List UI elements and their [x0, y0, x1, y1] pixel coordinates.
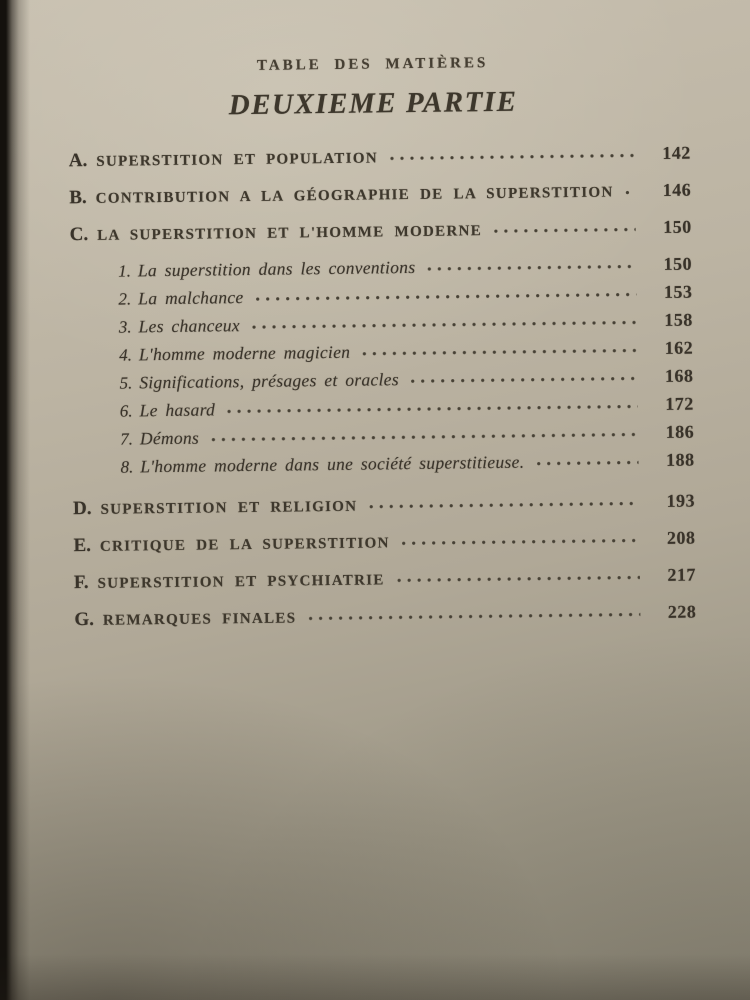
entry-title: REMARQUES FINALES	[102, 610, 297, 629]
dot-leader	[397, 575, 640, 583]
toc-subentry	[119, 338, 693, 366]
dot-leader	[390, 153, 635, 161]
entry-title: SUPERSTITION ET POPULATION	[96, 150, 379, 170]
page-bottom-shadow	[0, 954, 750, 1000]
entry-title: L'homme moderne dans une société superstitieuse.	[140, 451, 525, 477]
entry-page-number: 158	[664, 309, 693, 330]
entry-page-number: 168	[664, 365, 694, 386]
entry-label: 6.	[119, 401, 133, 421]
entry-page-number: 172	[665, 393, 694, 414]
entry-page-number: 193	[666, 490, 696, 511]
entry-label: 8.	[120, 457, 134, 477]
toc-subentry	[118, 254, 692, 282]
entry-title: CONTRIBUTION A LA GÉOGRAPHIE DE LA SUPERSTITION	[95, 184, 614, 207]
dot-leader	[427, 264, 636, 272]
toc-entry	[73, 491, 695, 521]
toc-entry	[69, 180, 691, 210]
toc-entry	[69, 143, 691, 173]
entry-title: CRITIQUE DE LA SUPERSTITION	[99, 535, 390, 555]
entry-label: B.	[69, 186, 87, 209]
entry-label: 3.	[118, 317, 132, 337]
dot-leader	[255, 292, 636, 302]
toc-entry	[73, 528, 695, 558]
entry-label: 4.	[119, 345, 133, 365]
toc-entry	[70, 217, 692, 247]
entry-page-number: 146	[662, 179, 692, 200]
entry-title: LA SUPERSTITION ET L'HOMME MODERNE	[97, 223, 483, 244]
entry-label: E.	[73, 534, 92, 557]
entry-label: 2.	[118, 289, 132, 309]
entry-title: La malchance	[138, 287, 244, 309]
entry-title: Le hasard	[139, 399, 216, 421]
entry-page-number: 150	[663, 216, 692, 237]
entry-label: 7.	[120, 429, 134, 449]
entry-page-number: 186	[665, 421, 695, 442]
dot-leader	[308, 612, 640, 621]
entry-page-number: 228	[667, 601, 697, 622]
entry-title: Significations, présages et oracles	[139, 369, 399, 393]
toc-list	[0, 142, 750, 632]
toc-subentry	[120, 394, 694, 422]
toc-subentry	[118, 282, 692, 310]
entry-page-number: 142	[662, 142, 691, 163]
entry-page-number: 217	[667, 564, 697, 585]
dot-leader	[369, 501, 639, 509]
entry-title: SUPERSTITION ET PSYCHIATRIE	[97, 572, 385, 592]
dot-leader	[411, 376, 638, 384]
entry-label: G.	[74, 608, 95, 631]
entry-title: L'homme moderne magicien	[138, 341, 351, 365]
entry-label: D.	[72, 497, 92, 520]
dot-leader	[252, 320, 637, 330]
entry-title: La superstition dans les conventions	[137, 256, 416, 281]
entry-title: Démons	[139, 427, 200, 449]
toc-subentry	[120, 422, 694, 450]
toc-subentry	[119, 366, 693, 394]
entry-label: 1.	[118, 261, 132, 281]
entry-label: C.	[69, 223, 89, 246]
entry-title: SUPERSTITION ET RELIGION	[100, 498, 358, 518]
entry-page-number: 208	[666, 527, 696, 548]
entry-page-number: 188	[665, 449, 695, 470]
dot-leader	[402, 538, 640, 546]
toc-entry	[74, 602, 696, 632]
dot-leader	[536, 460, 638, 466]
entry-label: 5.	[119, 373, 133, 393]
entry-page-number: 153	[663, 281, 693, 302]
toc-entry	[74, 565, 696, 595]
page-left-edge-shadow	[0, 0, 30, 1000]
part-title: DEUXIEME PARTIE	[228, 85, 518, 122]
dot-leader	[626, 190, 636, 195]
entry-label: F.	[73, 571, 89, 594]
dot-leader	[211, 432, 638, 442]
table-of-contents-title: TABLE DES MATIÈRES	[256, 55, 489, 74]
entry-title: Les chanceux	[138, 315, 241, 337]
toc-subentry	[119, 310, 693, 338]
entry-page-number: 162	[664, 337, 694, 358]
entry-page-number: 150	[663, 253, 693, 274]
entry-label: A.	[68, 149, 88, 172]
toc-subentry	[120, 450, 694, 478]
dot-leader	[494, 227, 636, 234]
dot-leader	[227, 404, 638, 414]
dot-leader	[362, 348, 637, 356]
